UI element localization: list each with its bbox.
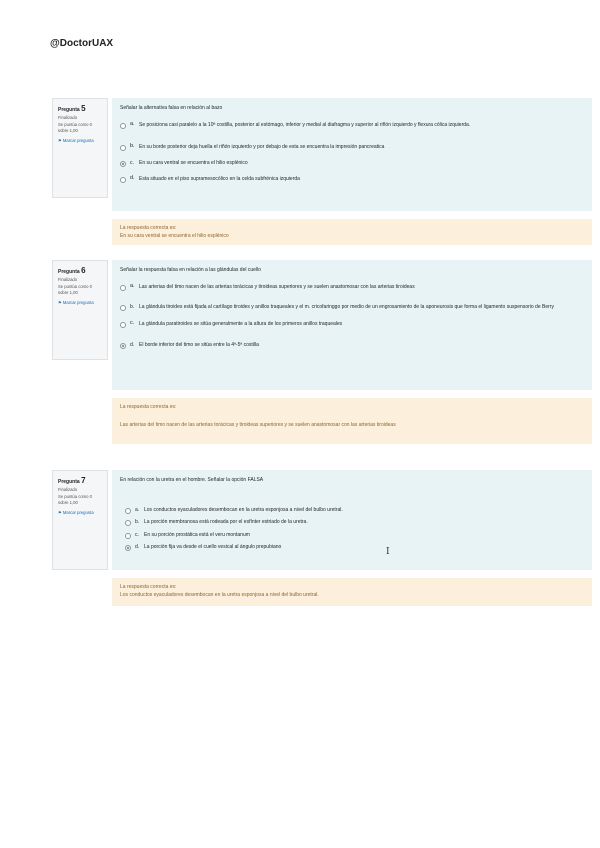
answer-option[interactable]: c. En su cara ventral se encuentra el hilio esplénico [120,160,584,168]
flag-question-link[interactable]: ⚑ Marcar pregunta [58,299,94,305]
answer-option[interactable]: a. Se posiciona casi paralelo a la 10ª costilla, posterior al estómago, inferior y medial al diafragma y superior al riñón izquierdo y flexura cólica izquierda. [120,122,584,130]
question-info [52,98,108,198]
radio-button[interactable] [120,123,126,129]
question-prompt: En relación con la uretra en el hombre. Señalar la opción FALSA [120,477,264,483]
radio-button[interactable] [125,533,131,539]
watermark: @DoctorUAX [50,38,114,49]
question-number: Pregunta 5 [58,104,86,113]
question-formulation [112,470,592,570]
radio-button[interactable] [120,322,126,328]
answer-option[interactable]: b. En su borde posterior deja huella el riñón izquierdo y por debajo de esta se encuentra la impresión pancreatica [120,144,584,152]
radio-button[interactable] [125,520,131,526]
answer-option[interactable]: d. Esta situado en el piso supramesocólico en la celda subfrénica izquierda [120,176,584,184]
radio-button[interactable] [120,285,126,291]
answer-option[interactable]: c. La glándula paratiroides se sitúa generalmente a la altura de los primeros anillos traqueales [120,321,584,329]
question-score: Se puntúa como 0 sobre 1,00 [58,121,92,134]
correct-answer-feedback: La respuesta correcta es: Los conductos eyaculadores desembocan en la uretra esponjosa a nivel del bulbo uretral. [112,578,592,606]
flag-icon: ⚑ [58,509,63,515]
answer-option[interactable]: c. En su porción prostática está el veru montanum [120,532,584,540]
radio-button[interactable] [120,145,126,151]
answer-option[interactable]: a. Los conductos eyaculadores desembocan en la uretra esponjosa a nivel del bulbo uretral. [120,507,584,515]
question-prompt: Señalar la respuesta falsa en relación a las glándulas del cuello [120,267,261,273]
radio-button[interactable] [120,305,126,311]
radio-button-selected[interactable] [120,161,126,167]
flag-question-link[interactable]: ⚑ Marcar pregunta [58,509,94,515]
question-status: Finalizado [58,487,78,493]
correct-answer-feedback: La respuesta correcta es: Las arterias del timo nacen de las arterias torácicas y tiroideas superiores y se suelen anastomosar con las arterias tiroideas [112,398,592,444]
radio-button[interactable] [125,508,131,514]
answer-option[interactable]: b. La glándula tiroides está fijada al cartílago tiroides y anillos traqueales y el m. cricofaringgo por medio de un engrosamiento de la aponeurosis que forma el ligamento suspensorio de Berry [120,304,584,312]
question-score: Se puntúa como 0 sobre 1,00 [58,283,92,296]
radio-button-selected[interactable] [120,343,126,349]
question-info [52,260,108,360]
question-status: Finalizado [58,277,78,283]
flag-icon: ⚑ [58,137,63,143]
question-number: Pregunta 7 [58,476,86,485]
question-prompt: Señalar la alternativa falsa en relación al bazo [120,105,223,111]
answer-option[interactable]: d. La porción fija va desde el cuello vesical al ángulo prepubiano [120,544,584,552]
flag-icon: ⚑ [58,299,63,305]
answer-option[interactable]: a. Las arterias del timo nacen de las arterias torácicas y tiroideas superiores y se suelen anastomosar con las arterias tiroideas [120,284,584,292]
question-info [52,470,108,570]
question-status: Finalizado [58,115,78,121]
flag-question-link[interactable]: ⚑ Marcar pregunta [58,137,94,143]
answer-option[interactable]: b. La porción membranosa está rodeada por el esfínter estriado de la uretra. [120,519,584,527]
text-cursor-icon: I [386,547,390,557]
question-score: Se puntúa como 0 sobre 1,00 [58,493,92,506]
radio-button[interactable] [120,177,126,183]
question-number: Pregunta 6 [58,266,86,275]
correct-answer-feedback: La respuesta correcta es: En su cara ventral se encuentra el hilio esplénico [112,219,592,245]
question-formulation [112,260,592,390]
question-formulation [112,98,592,211]
radio-button-selected[interactable] [125,545,131,551]
answer-option[interactable]: d. El borde inferior del timo se sitúa entre la 4ª-5ª costilla [120,342,584,350]
